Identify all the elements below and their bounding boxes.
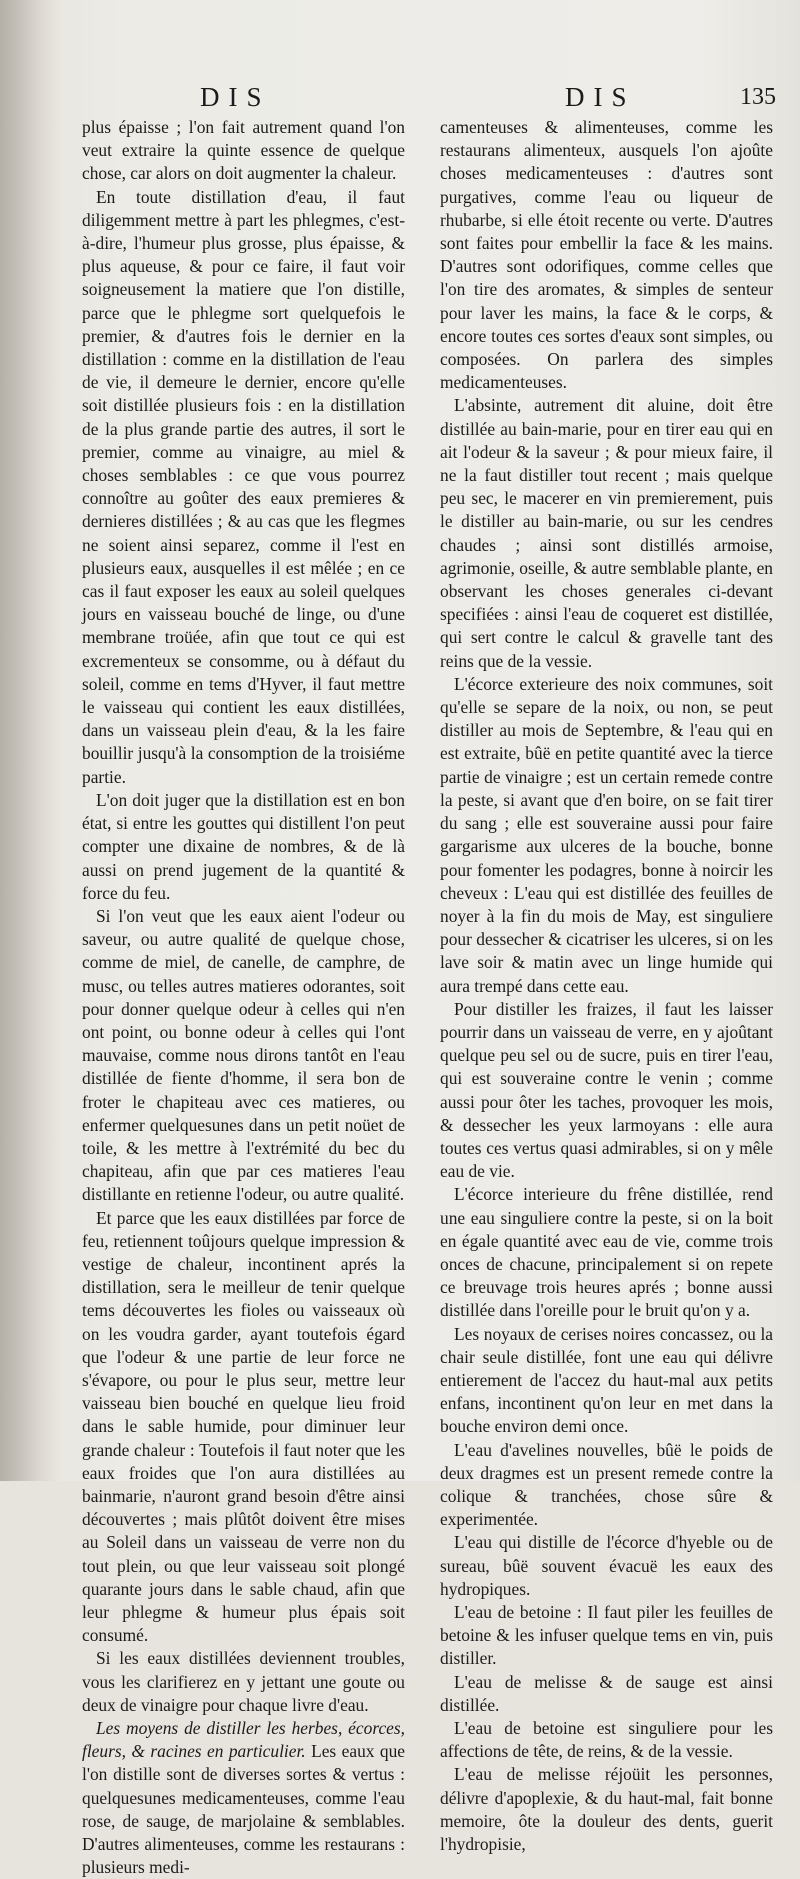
paragraph: L'eau qui distille de l'écorce d'hyeble ou de sureau, bûë souvent évacuë les eaux des hydropiques. <box>440 1532 773 1599</box>
paragraph: L'écorce exterieure des noix communes, soit qu'elle se separe de la noix, ou non, se peut distiller au mois de Septembre, & l'eau qui en est extraite, bûë en petite quantité avec la tierce partie de vinaigre ; est un certain remede contre la peste, si avant que d'en boire, on se fait tirer du sang ; elle est souveraine aussi pour faire gargarisme aux ulceres de la bouche, bonne pour fomenter les podagres, bonne à noircir les cheveux : L'eau qui est distillée des feuilles de noyer à la fin du mois de May, est singuliere pour dessecher & cicatriser les ulceres, si on les lave soir & matin avec un linge humide qui aura trempé dans cette eau. <box>440 673 773 996</box>
paragraph: L'eau de melisse & de sauge est ainsi distillée. <box>440 1671 773 1715</box>
paragraph: Les noyaux de cerises noires concassez, ou la chair seule distillée, font une eau qui délivre entierement de l'accez du haut-mal aux petits enfans, incontinent qu'on leur en met dans la bouche environ demi once. <box>440 1323 773 1437</box>
running-header <box>0 78 800 118</box>
paragraph: L'écorce interieure du frêne distillée, rend une eau singuliere contre la peste, si on la boit en égale quantité avec eau de vie, comme trois onces de chacune, principalement si on repete ce breuvage trois heures aprés ; bonne aussi distillée dans l'oreille pour le bruit qu'on y a. <box>440 1184 773 1321</box>
header-left-title: DIS <box>200 82 271 112</box>
paragraph <box>82 1717 405 1879</box>
paragraph: plus épaisse ; l'on fait autrement quand l'on veut extraire la quinte essence de quelque chose, car alors on doit augmenter la chaleur. <box>82 117 405 184</box>
paragraph: camenteuses & alimenteuses, comme les restaurans alimenteux, ausquels l'on ajoûte choses medicamenteuses : d'autres sont purgatives, comme l'eau ou liqueur de rhubarbe, si elle étoit recente ou verte. D'autres sont faites pour embellir la face & les mains. D'autres sont odorifiques, comme celles que l'on tire des aromates, & simples de senteur pour laver les mains, la face & le corps, & encore toutes ces sortes d'eaux sont simples, ou composées. On parlera des simples medicamenteuses. <box>440 117 773 393</box>
right-column <box>440 116 773 1856</box>
paragraph: L'eau d'avelines nouvelles, bûë le poids de deux dragmes est un present remede contre la colique & tranchées, chose sûre & experimentée. <box>440 1439 773 1530</box>
paragraph: En toute distillation d'eau, il faut diligemment mettre à part les phlegmes, c'est-à-dire, l'humeur plus grosse, plus épaisse, & plus aqueuse, & pour ce faire, il faut voir soigneusement la matiere que l'on distille, parce que le phlegme sort quelquefois le premier, & d'autres fois le dernier en la distillation : comme en la distillation de l'eau de vie, il demeure le dernier, encore qu'elle soit distillée plusieurs fois : en la distillation de la plus grande partie des autres, il sort le premier, comme au vinaigre, au miel & choses semblables : ce que vous pourrez connoître au goûter des eaux premieres & dernieres distillées ; & au cas que les flegmes ne soient ainsi separez, comme il l'est en plusieurs eaux, ausquelles il est mêlée ; en ce cas il faut exposer les eaux au soleil quelques jours en vaisseau bouché de linge, ou d'une membrane troüée, afin que tout ce qui est excrementeux se consomme, ou à défaut du soleil, comme en tems d'Hyver, il faut mettre le vaisseau qui contient les eaux distillées, dans un vaisseau plein d'eau, & la les faire bouillir jusqu'à la consomption de la troisiéme partie. <box>82 186 405 787</box>
page-number: 135 <box>740 84 776 110</box>
paragraph: Si l'on veut que les eaux aient l'odeur ou saveur, ou autre qualité de quelque chose, comme de miel, de canelle, de camphre, de musc, ou telles autres matieres odorantes, soit pour donner quelque odeur à celles qui n'en ont point, ou bonne odeur à celles qui l'ont mauvaise, comme nous dirons tantôt en l'eau distillée de fiente d'homme, il sera bon de froter le chapiteau avec ces matieres, ou enfermer quelquesunes dans un petit noüet de toile, & les mettre à l'extrémité du bec du chapiteau, afin que par ces matieres l'eau distillante en retienne l'odeur, ou autre qualité. <box>82 905 405 1205</box>
paragraph: L'absinte, autrement dit aluine, doit être distillée au bain-marie, pour en tirer eau qui en ait l'odeur & la saveur ; & pour mieux faire, il ne la faut distiller tout recent ; mais quelque peu sec, le macerer en vin premierement, puis le distiller au bain-marie, ou sur les cendres chaudes ; ainsi sont distillés armoise, agrimonie, oseille, & autre semblable plante, en observant les choses generales ci-devant specifiées : ainsi l'eau de coqueret est distillée, qui sert contre le calcul & gravelle tant des reins que de la vessie. <box>440 395 773 671</box>
paragraph-text: Les eaux que l'on distille sont de diverses sortes & vertus : quelquesunes medicamenteuses, comme l'eau rose, de sauge, de marjolaine & semblables. D'autres alimenteuses, comme les restaurans : plusieurs medi- <box>82 1741 406 1878</box>
paragraph: L'eau de betoine est singuliere pour les affections de tête, de reins, & de la vessie. <box>440 1718 773 1762</box>
paragraph: L'on doit juger que la distillation est en bon état, si entre les gouttes qui distillent l'on peut compter une dixaine de nombres, & de là aussi on prend jugement de la quantité & force du feu. <box>82 789 405 903</box>
section-heading-italic: Les moyens de distiller les herbes, écorces, fleurs, & racines en particulier. <box>82 1718 405 1762</box>
paragraph: Pour distiller les fraizes, il faut les laisser pourrir dans un vaisseau de verre, en y ajoûtant quelque peu sel ou de sucre, puis en tirer l'eau, qui est souveraine contre le venin ; comme aussi pour ôter les taches, provoquer les mois, & dessecher les yeux larmoyans : elle aura toutes ces vertus quasi admirables, si on y mêle eau de vie. <box>440 998 773 1182</box>
left-column <box>82 116 405 1879</box>
paragraph: L'eau de melisse réjoüit les personnes, délivre d'apoplexie, & du haut-mal, fait bonne memoire, ôte la douleur des dents, guerit l'hydropisie, <box>440 1764 773 1855</box>
paragraph: Si les eaux distillées deviennent troubles, vous les clarifierez en y jettant une goute ou deux de vinaigre pour chaque livre d'eau. <box>82 1648 405 1715</box>
paragraph: L'eau de betoine : Il faut piler les feuilles de betoine & les infuser quelque tems en vin, puis distiller. <box>440 1602 773 1669</box>
paragraph: Et parce que les eaux distillées par force de feu, retiennent toûjours quelque impression & vestige de chaleur, incontinent aprés la distillation, sera le meilleur de tenir quelque tems découvertes les fioles ou vaisseaux où on les voudra garder, ayant toutefois égard que l'odeur & une partie de leur force ne s'évapore, ou pour le plus seur, mettre leur vaisseau bien bouché en quelque lieu froid dans le sable humide, pour diminuer leur grande chaleur : Toutefois il faut noter que les eaux froides que l'on aura distillées au bainmarie, n'auront grand besoin d'être ainsi découvertes ; mais plûtôt doivent être mises au Soleil dans un vaisseau de verre non du tout plein, ou que leur vaisseau soit plongé quarante jours dans le sable chaud, afin que leur phlegme & humeur plus épais soit consumé. <box>82 1207 405 1646</box>
header-right-title: DIS <box>565 82 636 112</box>
page-gutter-shadow <box>0 0 60 1481</box>
